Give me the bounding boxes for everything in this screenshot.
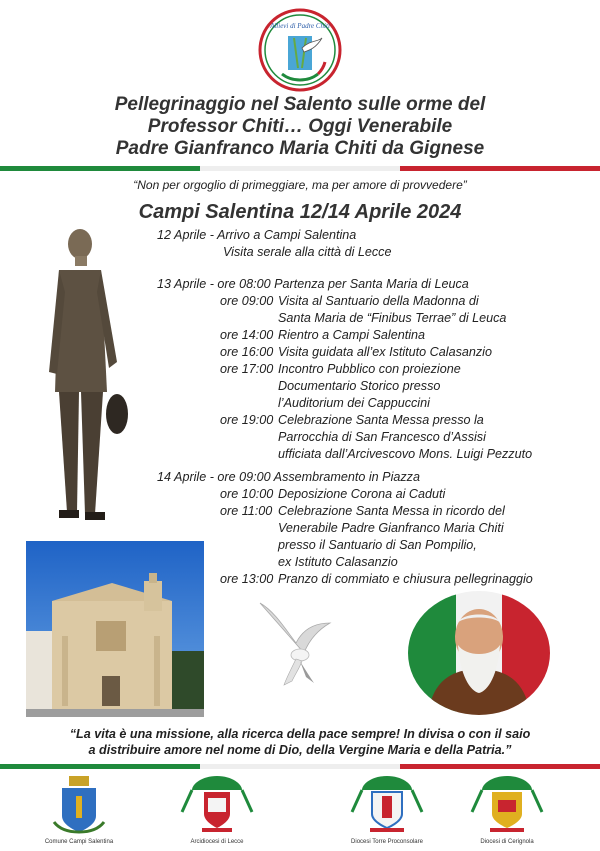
time: ore 10:00 <box>220 487 274 501</box>
activity: Santa Maria de “Finibus Terrae” di Leuca <box>278 311 507 325</box>
title-line-3: Padre Gianfranco Maria Chiti da Gignese <box>115 138 485 159</box>
activity: Visita al Santuario della Madonna di <box>278 294 479 308</box>
crest-arcidiocesi-lecce <box>162 772 272 847</box>
title-line-2: Professor Chiti… Oggi Venerabile <box>147 116 453 137</box>
time: ore 13:00 <box>220 572 274 586</box>
schedule-line: 12 Aprile - Arrivo a Campi Salentina <box>157 228 357 242</box>
crest-diocesi-cerignola <box>452 772 562 847</box>
crest-icon <box>24 772 134 834</box>
crest-label: Diocesi Torre Proconsolare <box>351 839 423 845</box>
activity: ufficiata dall’Arcivescovo Mons. Luigi Pezzuto <box>278 447 533 461</box>
crest-diocesi-torre <box>332 772 442 847</box>
top-tricolore-bar <box>0 166 600 171</box>
quote-line-2: a distribuire amore nel nome di Dio, della Vergine Maria e della Patria.” <box>88 743 512 757</box>
activity: Parrocchia di San Francesco d’Assisi <box>278 430 486 444</box>
schedule-line: Visita serale alla città di Lecce <box>223 245 392 259</box>
crest-label: Arcidiocesi di Lecce <box>190 839 244 845</box>
event-title: Campi Salentina 12/14 Aprile 2024 <box>138 201 462 223</box>
activity: Celebrazione Santa Messa in ricordo del <box>278 504 505 518</box>
activity: Venerabile Padre Gianfranco Maria Chiti <box>278 521 504 535</box>
activity: ex Istituto Calasanzio <box>278 555 398 569</box>
time: ore 19:00 <box>220 413 274 427</box>
time: ore 11:00 <box>220 504 273 518</box>
allievi-logo <box>258 8 342 92</box>
quote-line-1: “La vita è una missione, alla ricerca della pace sempre! In divisa o con il saio <box>69 727 531 741</box>
time: ore 17:00 <box>220 362 274 376</box>
schedule-line: 14 Aprile - ore 09:00 Assembramento in Piazza <box>157 470 420 484</box>
title-line-1: Pellegrinaggio nel Salento sulle orme del <box>114 94 486 115</box>
crest-icon <box>332 772 442 834</box>
activity: l’Auditorium dei Cappuccini <box>278 396 430 410</box>
church-photo <box>26 541 204 717</box>
friar-portrait <box>408 591 550 715</box>
activity: Rientro a Campi Salentina <box>278 328 426 342</box>
schedule-day-12 <box>157 227 391 261</box>
activity: Documentario Storico presso <box>278 379 441 393</box>
activity: Pranzo di commiato e chiusura pellegrinaggio <box>278 572 533 586</box>
page-title <box>0 94 600 160</box>
crest-campi-salentina <box>24 772 134 847</box>
seagull-image <box>256 597 342 689</box>
crest-label: Diocesi di Cerignola <box>480 839 534 845</box>
motto: “Non per orgoglio di primeggiare, ma per amore di provvedere” <box>133 178 467 192</box>
logo-text: Allievi di Padre Chiti <box>270 22 330 30</box>
activity: presso il Santuario di San Pompilio, <box>278 538 477 552</box>
schedule-line: 13 Aprile - ore 08:00 Partenza per Santa Maria di Leuca <box>157 277 469 291</box>
time: ore 14:00 <box>220 328 274 342</box>
bottom-tricolore-bar <box>0 764 600 769</box>
soldier-photo <box>45 222 140 532</box>
time: ore 16:00 <box>220 345 274 359</box>
crest-label: Comune Campi Salentina <box>44 839 114 845</box>
time: ore 09:00 <box>220 294 274 308</box>
activity: Celebrazione Santa Messa presso la <box>278 413 484 427</box>
crest-icon <box>452 772 562 834</box>
activity: Deposizione Corona ai Caduti <box>278 487 446 501</box>
crest-icon <box>162 772 272 834</box>
schedule-day-13 <box>157 276 533 463</box>
closing-quote <box>0 726 600 758</box>
activity: Visita guidata all’ex Istituto Calasanzio <box>278 345 492 359</box>
activity: Incontro Pubblico con proiezione <box>278 362 461 376</box>
